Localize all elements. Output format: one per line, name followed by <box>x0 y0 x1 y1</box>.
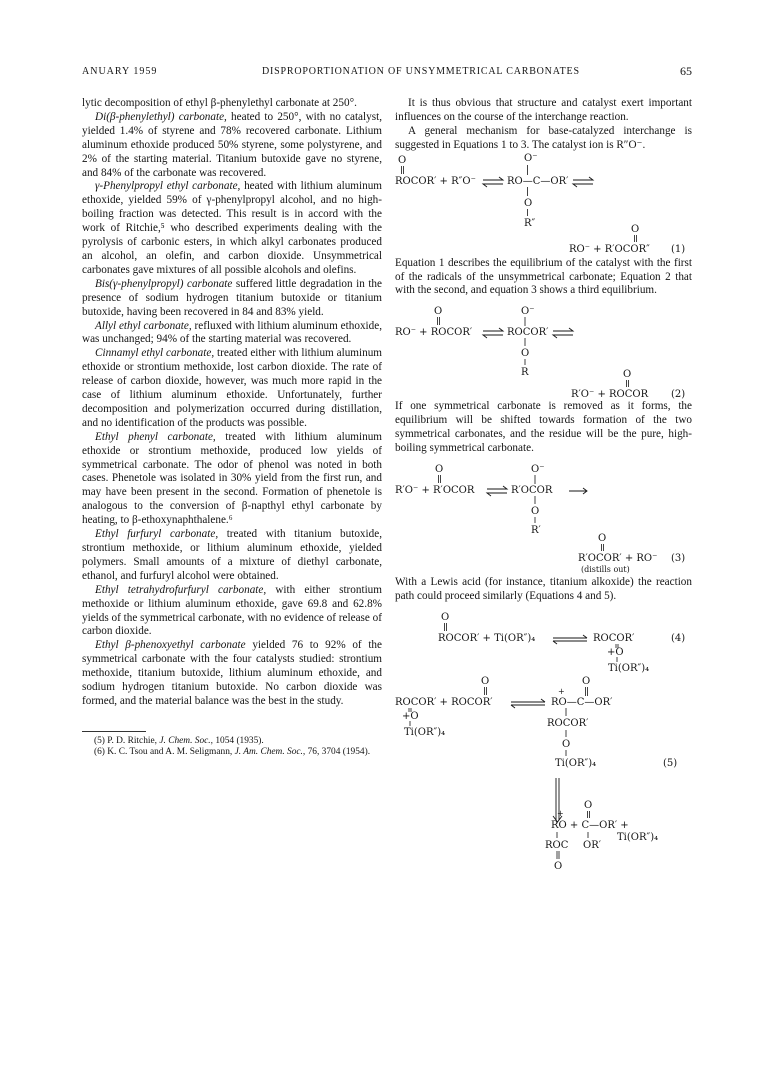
svg-text:O: O <box>631 223 640 235</box>
svg-text:O: O <box>434 306 443 318</box>
svg-text:ROCOR′: ROCOR′ <box>547 717 589 729</box>
svg-text:Ti(OR″)₄: Ti(OR″)₄ <box>404 726 446 738</box>
equation-5-label: (5) <box>663 757 678 769</box>
paragraph: Ethyl tetrahydrofurfuryl carbonate, with either strontium methoxide or lithium aluminum ethoxide, gave 69.8 and 62.8% yields of the symmetrical carbonate, with no evidence of release of carbon dioxide. <box>82 583 382 638</box>
svg-text:Ti(OR″)₄: Ti(OR″)₄ <box>608 662 650 674</box>
svg-text:R″: R″ <box>524 217 536 229</box>
paragraph: With a Lewis acid (for instance, titanium alkoxide) the reaction path could proceed similarly (Equations 4 and 5). <box>395 575 692 602</box>
svg-text:+: + <box>558 686 565 696</box>
svg-text:R: R <box>521 367 529 379</box>
paragraph: If one symmetrical carbonate is removed as it forms, the equilibrium will be shifted towards formation of the two symmetrical carbonates, and the residue will be the pure, high-boiling symmetrical carbonate. <box>395 400 692 455</box>
svg-text:O: O <box>584 799 593 811</box>
svg-text:OR′: OR′ <box>583 839 601 851</box>
svg-text:O: O <box>524 197 533 209</box>
paragraph: lytic decomposition of ethyl β-phenylethyl carbonate at 250°. <box>82 97 357 109</box>
svg-text:O: O <box>531 505 540 517</box>
svg-text:O⁻: O⁻ <box>521 306 535 318</box>
svg-text:O: O <box>562 738 571 750</box>
right-column <box>395 97 692 886</box>
svg-text:R′: R′ <box>531 524 541 536</box>
paragraph: Ethyl furfuryl carbonate, treated with titanium butoxide, strontium methoxide, or lithium aluminum ethoxide, yielded polymers. Small amounts of a mixture of diethyl carbonate, ethanol, and furfuryl alcohol were obtained. <box>82 528 382 582</box>
paragraph: Allyl ethyl carbonate, refluxed with lithium aluminum ethoxide, was unchanged; 94% of the starting material was recovered. <box>82 319 382 346</box>
paragraph: Bis(γ-phenylpropyl) carbonate suffered little degradation in the presence of sodium hydrogen titanium butoxide or titanium butoxide, having been recovered in 84 and 83% yield. <box>82 277 382 318</box>
svg-text:RO⁻ + ROCOR′: RO⁻ + ROCOR′ <box>395 327 473 339</box>
footnote-6: (6) K. C. Tsou and A. M. Seligmann, J. Am. Chem. Soc., 76, 3704 (1954). <box>94 747 371 758</box>
equation-2 <box>395 304 692 400</box>
svg-text:RO⁻ + R′OCOR″: RO⁻ + R′OCOR″ <box>569 243 650 255</box>
equation-1 <box>395 153 692 257</box>
equation-3 <box>395 462 692 576</box>
equation-1-label: (1) <box>671 243 686 255</box>
paragraph: Ethyl β-phenoxyethyl carbonate yielded 76 to 92% of the symmetrical carbonate with the four catalysts studied: strontium methoxide, titanium butoxide, lithium aluminum ethoxide, and sodium hydrogen titanium butoxide. No carbon dioxide was formed, and the material balance was the best in the study. <box>82 639 382 707</box>
svg-text:O: O <box>554 860 563 872</box>
paragraph: Di(β-phenylethyl) carbonate, heated to 250°, with no catalyst, yielded 1.4% of styrene and 78% recovered carbonate. Lithium aluminum ethoxide produced 50% styrene, some polystyrene, and 2% of the starting material. Titanium butoxide gave no styrene, and 84% of the carbonate was recovered. <box>82 110 382 179</box>
svg-text:O: O <box>623 369 632 381</box>
svg-text:ROCOR′: ROCOR′ <box>507 327 549 339</box>
distills-out-note: (distills out) <box>581 564 630 574</box>
svg-text:O⁻: O⁻ <box>524 152 538 164</box>
paragraph: γ-Phenylpropyl ethyl carbonate, heated with lithium aluminum ethoxide, yielded 59% of γ-phenylpropyl alcohol, and no high-boiling fraction was detected. This result is in accord with the work of Ritchie,⁵ who described experiments dealing with the pyrolysis of carbonic esters, in which alkyl carbonates produced an alcohol, an olefin, and carbon dioxide. Unsymmetrical carbonates gave mixtures of all possible alcohols and olefins. <box>82 180 383 276</box>
svg-text:R′OCOR: R′OCOR <box>511 484 553 496</box>
svg-text:O: O <box>481 675 490 687</box>
svg-text:ROCOR′: ROCOR′ <box>593 632 635 644</box>
svg-text:ROCOR′ + Ti(OR″)₄: ROCOR′ + Ti(OR″)₄ <box>438 632 536 644</box>
svg-text:ROCOR′ + R″O⁻: ROCOR′ + R″O⁻ <box>395 175 476 187</box>
svg-text:O: O <box>521 348 530 360</box>
equation-3-label: (3) <box>671 552 686 564</box>
svg-text:ROCOR′ + ROCOR′: ROCOR′ + ROCOR′ <box>395 696 493 708</box>
header-title: DISPROPORTIONATION OF UNSYMMETRICAL CARBONATES <box>262 66 580 77</box>
svg-text:+: + <box>557 808 564 818</box>
footnote-5: (5) P. D. Ritchie, J. Chem. Soc., 1054 (1935). <box>94 735 264 746</box>
paragraph: Cinnamyl ethyl carbonate, treated either with lithium aluminum ethoxide or strontium methoxide, lost carbon dioxide. The rate of release of carbon dioxide, however, was much more rapid in the case of lithium aluminum ethoxide. Unfortunately, further decomposition and polymerization occurred during distillation, and no identification of the products was possible. <box>82 347 382 429</box>
svg-text:ROC: ROC <box>545 839 569 851</box>
svg-text:O: O <box>598 532 607 544</box>
svg-text:RO + C—OR′ +: RO + C—OR′ + <box>551 819 629 831</box>
footnote-rule <box>82 731 146 732</box>
svg-text:+O: +O <box>607 646 624 658</box>
paragraph: Equation 1 describes the equilibrium of the catalyst with the first of the radicals of the unsymmetrical carbonate; Equation 2 that with the second, and equation 3 shows a third equilibrium. <box>395 256 692 297</box>
svg-text:O⁻: O⁻ <box>531 463 545 475</box>
header-date: ANUARY 1959 <box>82 66 158 77</box>
left-column <box>82 97 382 759</box>
paragraph: It is thus obvious that structure and catalyst exert important influences on the course of the interchange reaction. <box>395 97 692 123</box>
paragraph: A general mechanism for base-catalyzed interchange is suggested in Equations 1 to 3. The catalyst ion is R″O⁻. <box>395 124 692 151</box>
svg-text:O: O <box>398 154 407 166</box>
equation-5 <box>395 674 692 886</box>
equation-4-label: (4) <box>671 632 686 644</box>
svg-text:O: O <box>582 675 591 687</box>
page-number: 65 <box>680 64 692 78</box>
running-header <box>82 66 692 80</box>
svg-text:RO—C—OR′: RO—C—OR′ <box>551 696 613 708</box>
svg-text:Ti(OR″)₄: Ti(OR″)₄ <box>617 831 659 843</box>
svg-text:R′OCOR′ + RO⁻: R′OCOR′ + RO⁻ <box>578 552 658 564</box>
svg-text:R′O⁻ + ROCOR: R′O⁻ + ROCOR <box>571 389 649 401</box>
svg-text:Ti(OR″)₄: Ti(OR″)₄ <box>555 757 597 769</box>
equation-2-label: (2) <box>671 389 686 401</box>
svg-text:+O: +O <box>402 710 419 722</box>
svg-text:O: O <box>435 463 444 475</box>
equation-4 <box>395 610 692 674</box>
svg-text:RO—C—OR′: RO—C—OR′ <box>507 175 569 187</box>
svg-text:R′O⁻ + R′OCOR: R′O⁻ + R′OCOR <box>395 484 475 496</box>
svg-text:O: O <box>441 611 450 623</box>
paragraph: Ethyl phenyl carbonate, treated with lithium aluminum ethoxide or strontium methoxide, produced low yields of symmetrical carbonate. The odor of phenol was noted in both cases. Phenetole was isolated in 30% yield from the first run, and may have been present in the second. Formation of phenetole is analogous to the conversion of β-napthyl ethyl carbonate by heating, to β-ethoxynaphthalene.⁶ <box>82 430 383 527</box>
